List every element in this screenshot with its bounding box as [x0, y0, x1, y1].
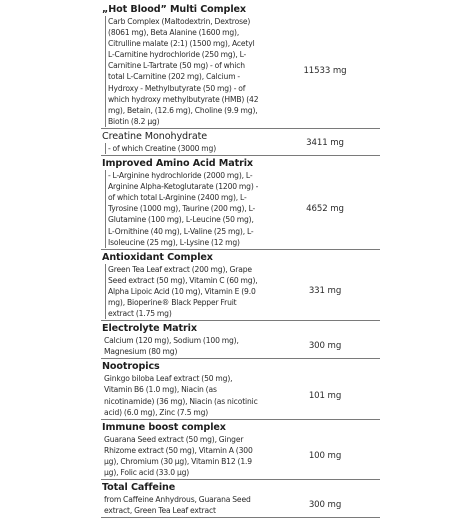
ingredient-name: Improved Amino Acid Matrix [102, 158, 254, 170]
ingredient-name: Antioxidant Complex [102, 251, 213, 263]
ingredient-row-nootropics [101, 361, 380, 419]
ingredient-amount: 331 mg [308, 286, 342, 297]
ingredient-name: Total Caffeine [102, 482, 176, 494]
ingredient-detail: Green Tea Leaf extract (200 mg), Grape Seed extract (50 mg), Vitamin C (60 mg), Alpha Lipoic Acid (10 mg), Vitamin E (9.0 mg), Bioperine® Black Pepper Fruit extract (1.75 mg) [105, 264, 262, 319]
ingredient-row-antioxidant [101, 252, 380, 321]
ingredient-row-hot-blood [101, 4, 380, 129]
ingredient-amount: 11533 mg [303, 66, 347, 77]
ingredient-detail: Carb Complex (Maltodextrin, Dextrose) (8061 mg), Beta Alanine (1600 mg), Citrulline malate (2:1) (1500 mg), Acetyl L-Carnitine hydrochloride (250 mg), L-Carnitine L-Tartrate (50 mg) - of which total L-Carnitine (202 mg), Calcium -Hydroxy - Methylbutyrate (50 mg) - of which hydroxy methylbutyrate (HMB) (42 mg), Betain, (12.6 mg), Choline (9.9 mg), Biotin (8.2 µg) [105, 16, 262, 127]
ingredient-amount: 101 mg [308, 390, 342, 401]
ingredient-amount: 4652 mg [306, 203, 344, 214]
ingredient-name: Immune boost complex [102, 421, 226, 433]
ingredient-amount: 300 mg [308, 341, 342, 352]
ingredient-detail: Ginkgo biloba Leaf extract (50 mg), Vitamin B6 (1.0 mg), Niacin (as nicotinamide) (36 mg), Niacin (as nicotinic acid) (6.0 mg), Zinc (7.5 mg) [104, 374, 258, 417]
ingredient-row-amino [101, 158, 380, 250]
ingredient-detail: from Caffeine Anhydrous, Guarana Seed extract, Green Tea Leaf extract [104, 495, 251, 516]
ingredient-name: Creatine Monohydrate [102, 130, 208, 142]
ingredient-row-creatine [101, 131, 380, 156]
ingredient-amount: 3411 mg [306, 137, 344, 148]
ingredient-row-immune [101, 422, 380, 480]
ingredient-detail: Calcium (120 mg), Sodium (100 mg), Magnesium (80 mg) [104, 336, 239, 357]
ingredient-detail: - L-Arginine hydrochloride (2000 mg), L-Arginine Alpha-Ketoglutarate (1200 mg) - of which total L-Arginine (2400 mg), L-Tyrosine (1000 mg), Taurine (200 mg), L-Glutamine (100 mg), L-Leucine (50 mg), L-Ornithine (40 mg), L-Valine (25 mg), L-Isoleucine (25 mg), L-Lysine (12 mg) [105, 170, 262, 248]
ingredient-table [101, 4, 380, 520]
ingredient-detail: Guarana Seed extract (50 mg), Ginger Rhizome extract (50 mg), Vitamin A (300 µg), Chromium (30 µg), Vitamin B12 (1.9 µg), Folic acid (33.0 µg) [104, 434, 253, 477]
ingredient-detail: - of which Creatine (3000 mg) [105, 143, 262, 154]
ingredient-name: „Hot Blood” Multi Complex [102, 4, 247, 15]
ingredient-amount: 300 mg [308, 500, 342, 511]
ingredient-amount: 100 mg [308, 450, 342, 461]
ingredient-name: Electrolyte Matrix [102, 323, 197, 335]
ingredient-name: Nootropics [102, 361, 160, 373]
ingredient-row-electrolyte [101, 323, 380, 359]
ingredient-row-caffeine [101, 482, 380, 518]
